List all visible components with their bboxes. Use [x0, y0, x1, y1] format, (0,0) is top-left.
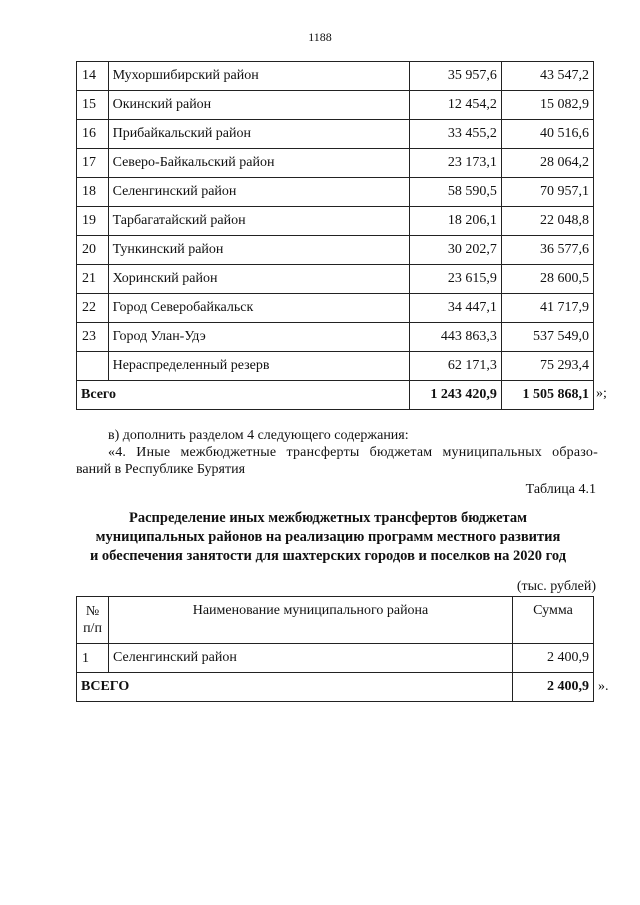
row-value-2: 537 549,0 [501, 323, 593, 352]
table-row [77, 236, 594, 265]
row-number: 16 [77, 120, 109, 149]
row-name: Тункинский район [108, 236, 409, 265]
table2-closing-quote: ». [598, 679, 609, 694]
row-value-2: 36 577,6 [501, 236, 593, 265]
row-number: 19 [77, 207, 109, 236]
row-value-1: 62 171,3 [409, 352, 501, 381]
table-row [77, 120, 594, 149]
table-row [77, 352, 594, 381]
row-value-2: 75 293,4 [501, 352, 593, 381]
row-number: 14 [77, 62, 109, 91]
row-value-1: 23 173,1 [409, 149, 501, 178]
row-name: Тарбагатайский район [108, 207, 409, 236]
table-row [77, 207, 594, 236]
row-number: 22 [77, 294, 109, 323]
row-name: Город Улан-Удэ [108, 323, 409, 352]
table-row [77, 294, 594, 323]
table-heading [60, 509, 596, 566]
row-number: 20 [77, 236, 109, 265]
row-value-2: 43 547,2 [501, 62, 593, 91]
row-number: 23 [77, 323, 109, 352]
row-value-1: 12 454,2 [409, 91, 501, 120]
row-value-1: 35 957,6 [409, 62, 501, 91]
number-abbrev: п/п [83, 621, 102, 636]
row-number: 21 [77, 265, 109, 294]
row-value-1: 34 447,1 [409, 294, 501, 323]
row-name: Прибайкальский район [108, 120, 409, 149]
heading-line-3: и обеспечения занятости для шахтерских городов и поселков на 2020 год [89, 548, 567, 564]
row-name: Хоринский район [108, 265, 409, 294]
transfers-table [76, 596, 594, 702]
col-sum-header: Сумма [513, 597, 594, 644]
section-title-line: «4. Иные межбюджетные трансферты бюджетам муниципальных образо- [108, 445, 598, 460]
page-number: 1188 [308, 30, 332, 44]
total-label: ВСЕГО [77, 673, 513, 702]
row-name: Селенгинский район [108, 178, 409, 207]
table-row [77, 265, 594, 294]
col-number-header [77, 597, 109, 644]
row-number: 1 [77, 644, 109, 673]
number-sign: № [85, 604, 100, 619]
table-row [77, 149, 594, 178]
row-name: Северо-Байкальский район [108, 149, 409, 178]
row-value-1: 443 863,3 [409, 323, 501, 352]
amendment-line: в) дополнить разделом 4 следующего содержания: [108, 428, 409, 443]
row-value-2: 15 082,9 [501, 91, 593, 120]
table-row [77, 91, 594, 120]
row-name: Город Северобайкальск [108, 294, 409, 323]
row-value-1: 58 590,5 [409, 178, 501, 207]
table-row [77, 644, 594, 673]
budget-table [76, 61, 594, 410]
total-label: Всего [77, 381, 410, 410]
row-value-2: 41 717,9 [501, 294, 593, 323]
heading-line-2: муниципальных районов на реализацию программ местного развития [95, 529, 561, 545]
table-row [77, 178, 594, 207]
table-header-row [77, 597, 594, 644]
row-name: Селенгинский район [109, 644, 513, 673]
table-row [77, 323, 594, 352]
table-row [77, 62, 594, 91]
row-number: 18 [77, 178, 109, 207]
row-value-2: 28 600,5 [501, 265, 593, 294]
row-value-2: 22 048,8 [501, 207, 593, 236]
row-value-2: 28 064,2 [501, 149, 593, 178]
table-label: Таблица 4.1 [525, 482, 596, 497]
total-row [77, 673, 594, 702]
row-value-2: 40 516,6 [501, 120, 593, 149]
row-value-2: 70 957,1 [501, 178, 593, 207]
row-sum: 2 400,9 [513, 644, 594, 673]
row-number [77, 352, 109, 381]
total-row [77, 381, 594, 410]
table-closing-quote: »; [596, 386, 607, 401]
row-number: 15 [77, 91, 109, 120]
section-title-continuation: ваний в Республике Бурятия [76, 462, 246, 477]
total-value-2: 1 505 868,1 [501, 381, 593, 410]
row-name: Мухоршибирский район [108, 62, 409, 91]
row-name: Окинский район [108, 91, 409, 120]
col-name-header: Наименование муниципального района [109, 597, 513, 644]
row-value-1: 33 455,2 [409, 120, 501, 149]
row-value-1: 30 202,7 [409, 236, 501, 265]
total-value-1: 1 243 420,9 [409, 381, 501, 410]
row-value-1: 23 615,9 [409, 265, 501, 294]
heading-line-1: Распределение иных межбюджетных трансфертов бюджетам [129, 510, 527, 526]
total-sum: 2 400,9 [513, 673, 594, 702]
row-value-1: 18 206,1 [409, 207, 501, 236]
row-name: Нераспределенный резерв [108, 352, 409, 381]
row-number: 17 [77, 149, 109, 178]
units-label: (тыс. рублей) [516, 579, 596, 594]
